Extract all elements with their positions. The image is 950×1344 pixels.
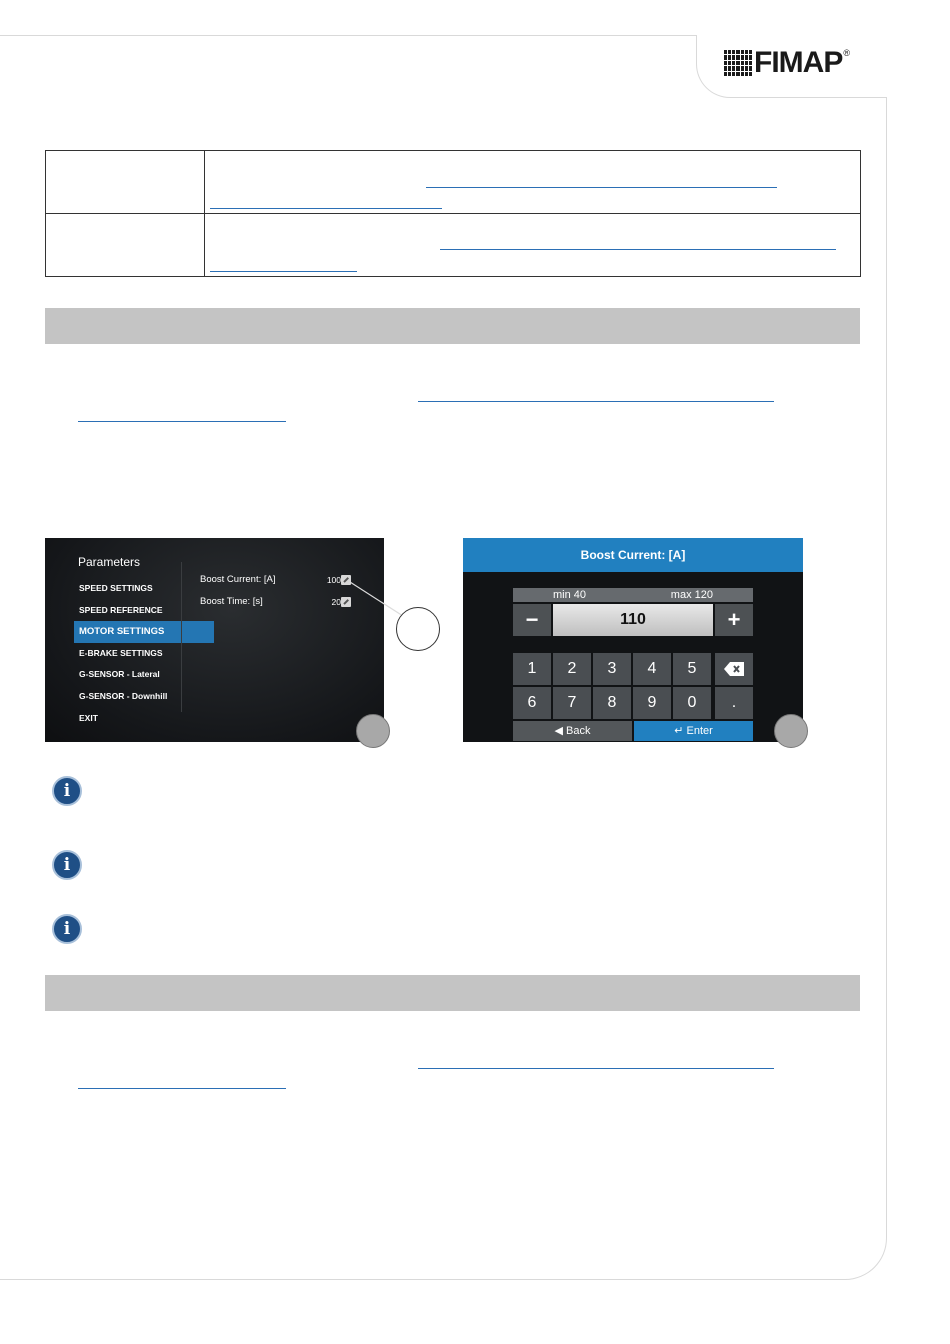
info-icon: i (52, 914, 82, 944)
range-bar (513, 588, 753, 602)
backspace-key[interactable] (715, 653, 753, 685)
param-value-boost-current[interactable]: 100 (326, 575, 341, 585)
section-band (45, 975, 860, 1011)
callout-marker (774, 714, 808, 748)
link[interactable] (210, 208, 442, 209)
link[interactable] (78, 421, 286, 422)
table-cell (46, 151, 205, 214)
logo-dots-icon (724, 50, 752, 76)
menu-item-motor-settings[interactable]: MOTOR SETTINGS (74, 621, 214, 643)
link[interactable] (440, 249, 836, 250)
key-9[interactable]: 9 (633, 687, 671, 719)
info-table (45, 150, 861, 277)
callout-marker (356, 714, 390, 748)
param-value-boost-time[interactable]: 20 (331, 597, 341, 607)
key-4[interactable]: 4 (633, 653, 671, 685)
table-row (46, 151, 861, 214)
info-icon: i (52, 850, 82, 880)
enter-button[interactable] (634, 721, 753, 741)
key-0[interactable]: 0 (673, 687, 711, 719)
link[interactable] (78, 1088, 286, 1089)
menu-item-g-sensor-lateral[interactable]: G-SENSOR - Lateral (79, 669, 160, 680)
parameters-screen (45, 538, 384, 742)
registered-mark: ® (843, 48, 850, 58)
increment-button[interactable]: + (715, 604, 753, 636)
menu-item-exit[interactable]: EXIT (79, 712, 98, 723)
key-1[interactable]: 1 (513, 653, 551, 685)
back-button[interactable] (513, 721, 632, 741)
link[interactable] (426, 187, 777, 188)
link[interactable] (418, 401, 774, 402)
link[interactable] (418, 1068, 774, 1069)
keypad-screen (463, 538, 803, 742)
arrow-left-icon: ◀ (554, 725, 563, 737)
logo-text: FIMAP (754, 46, 843, 79)
menu-item-speed-settings[interactable]: SPEED SETTINGS (79, 583, 153, 593)
table-cell (205, 214, 861, 277)
key-8[interactable]: 8 (593, 687, 631, 719)
menu-divider (181, 562, 182, 712)
fimap-logo (724, 46, 850, 80)
parameters-menu (74, 578, 214, 729)
keypad-title: Boost Current: [A] (463, 538, 803, 572)
value-display[interactable]: 110 (553, 604, 713, 636)
back-label: Back (566, 725, 591, 737)
enter-label: Enter (686, 725, 713, 737)
max-label: max 120 (670, 589, 713, 601)
backspace-icon (724, 662, 744, 676)
param-label-boost-time: Boost Time: [s] (200, 596, 263, 607)
table-cell (46, 214, 205, 277)
menu-item-speed-reference[interactable]: SPEED REFERENCE (79, 604, 163, 615)
table-row (46, 214, 861, 277)
edit-icon[interactable] (341, 597, 351, 607)
section-band (45, 308, 860, 344)
link[interactable] (210, 271, 357, 272)
key-decimal[interactable]: . (715, 687, 753, 719)
table-cell (205, 151, 861, 214)
screen-title: Parameters (78, 555, 141, 569)
callout-marker (396, 607, 440, 651)
info-icon: i (52, 776, 82, 806)
menu-item-g-sensor-downhill[interactable]: G-SENSOR - Downhill (79, 690, 168, 701)
key-7[interactable]: 7 (553, 687, 591, 719)
key-3[interactable]: 3 (593, 653, 631, 685)
key-5[interactable]: 5 (673, 653, 711, 685)
decrement-button[interactable]: − (513, 604, 551, 636)
param-label-boost-current: Boost Current: [A] (200, 574, 276, 585)
return-icon: ↵ (674, 725, 684, 737)
key-2[interactable]: 2 (553, 653, 591, 685)
edit-icon[interactable] (341, 575, 351, 585)
key-6[interactable]: 6 (513, 687, 551, 719)
menu-item-e-brake-settings[interactable]: E-BRAKE SETTINGS (79, 647, 163, 658)
min-label: min 40 (553, 589, 587, 601)
